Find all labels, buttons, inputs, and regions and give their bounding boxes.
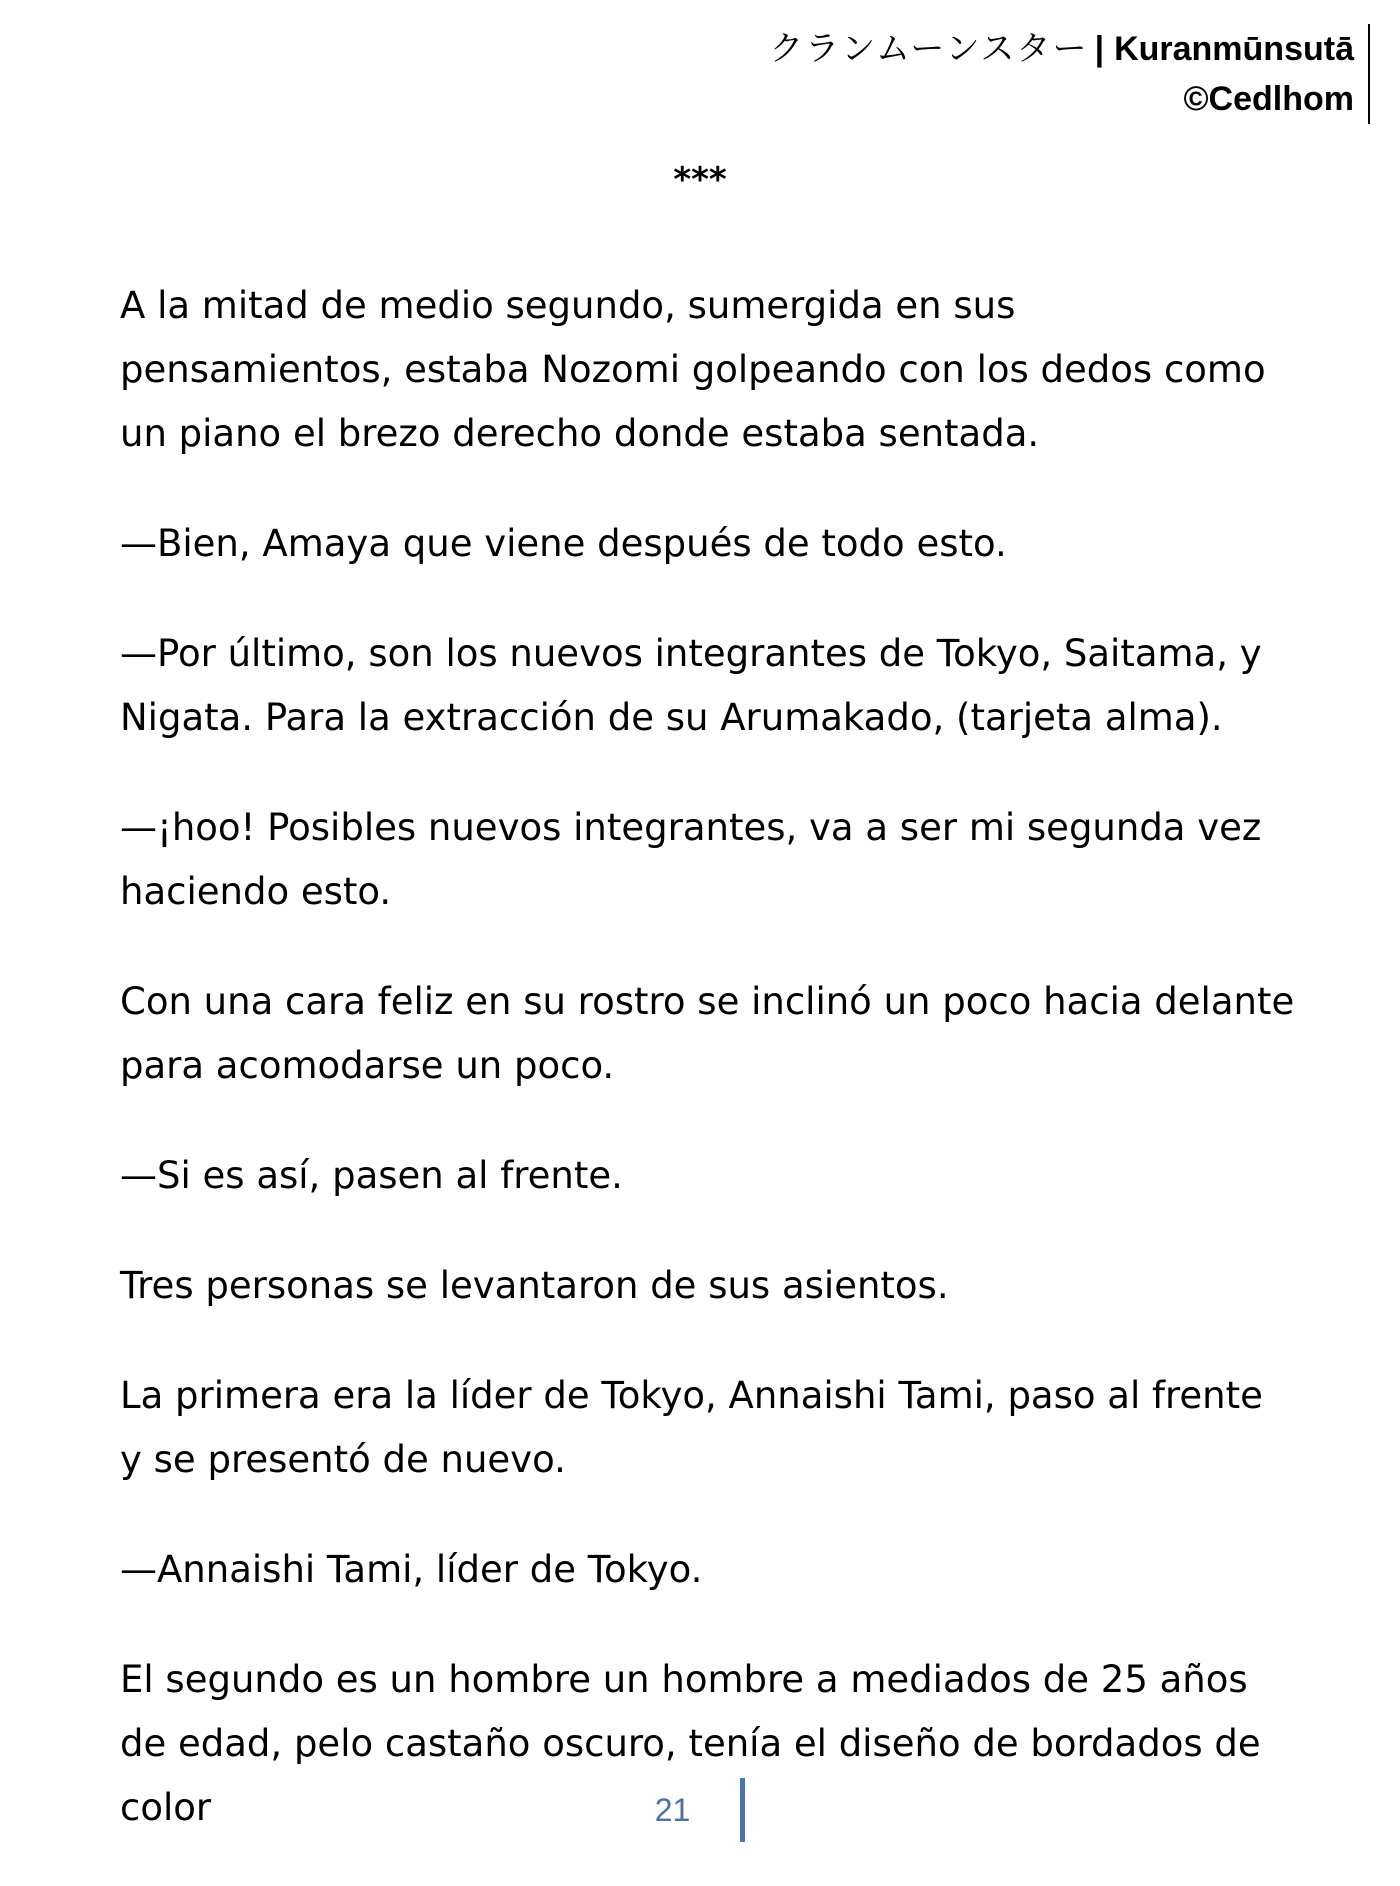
paragraph: La primera era la líder de Tokyo, Annaishi Tami, paso al frente y se presentó de nuevo. [120,1374,1263,1481]
header-title-romaji: Kuranmūnsutā [1114,30,1354,68]
page-footer [0,1778,1400,1842]
page-number-bar [740,1778,745,1842]
paragraph: Tres personas se levantaron de sus asientos. [120,1264,949,1307]
document-body [120,274,1295,1886]
paragraph: El segundo es un hombre un hombre a mediados de 25 años de edad, pelo castaño oscuro, tenía el diseño de bordados de color [120,1658,1261,1829]
header-title-line [769,24,1354,74]
header-copyright: ©Cedlhom [1183,80,1354,118]
header-separator: | [1094,30,1105,68]
paragraph: —Por último, son los nuevos integrantes de Tokyo, Saitama, y Nigata. Para la extracción de su Arumakado, (tarjeta alma). [120,632,1262,739]
page-header [769,24,1370,124]
paragraph: Con una cara feliz en su rostro se inclinó un poco hacia delante para acomodarse un poco. [120,980,1295,1087]
paragraph: A la mitad de medio segundo, sumergida en sus pensamientos, estaba Nozomi golpeando con los dedos como un piano el brezo derecho donde estaba sentada. [120,284,1266,455]
paragraph: —¡hoo! Posibles nuevos integrantes, va a ser mi segunda vez haciendo esto. [120,806,1262,913]
section-divider: *** [673,160,727,200]
paragraph: —Si es así, pasen al frente. [120,1154,623,1197]
paragraph: —Bien, Amaya que viene después de todo esto. [120,522,1007,565]
paragraph: —Annaishi Tami, líder de Tokyo. [120,1548,703,1591]
page-number: 21 [654,1791,691,1828]
header-title-japanese: クランムーンスター [769,29,1089,69]
